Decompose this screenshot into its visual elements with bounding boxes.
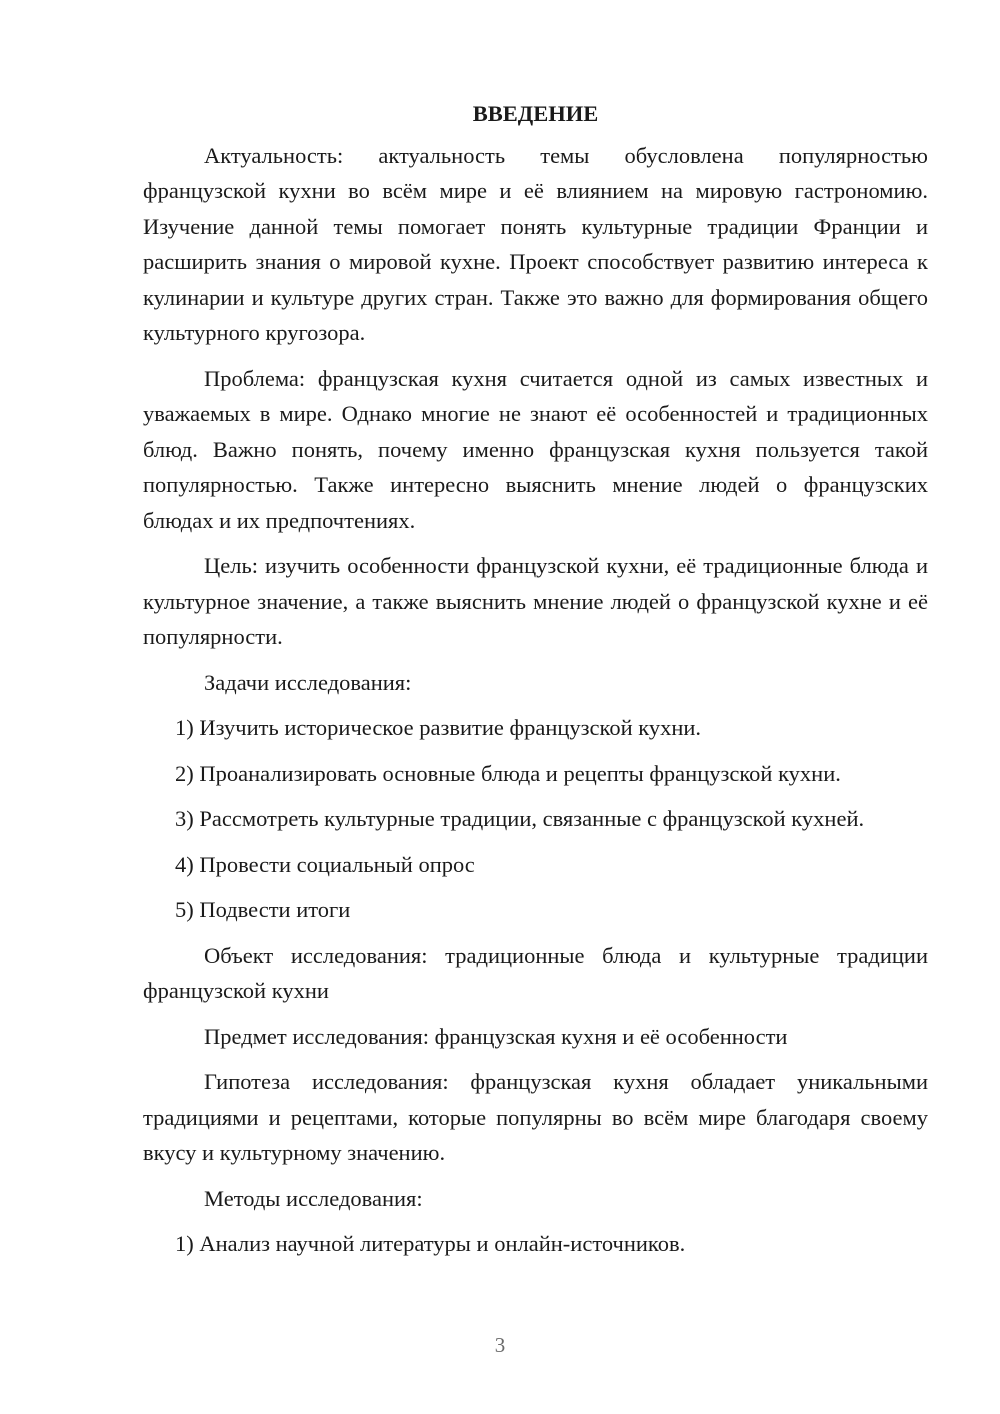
task-item: 3) Рассмотреть культурные традиции, связанные с французской кухней.	[175, 806, 865, 831]
methods-title: Методы исследования:	[204, 1185, 423, 1211]
section-heading: ВВЕДЕНИЕ	[472, 101, 599, 126]
page-number: 3	[494, 1333, 506, 1357]
tasks-title: Задачи исследования:	[204, 669, 412, 695]
method-item: 1) Анализ научной литературы и онлайн-источников.	[175, 1231, 686, 1256]
goal-paragraph: Цель: изучить особенности французской кухни, её традиционные блюда и культурное значение, а также выяснить мнение людей о французской кухне и её популярности.	[143, 553, 928, 649]
subject-paragraph: Предмет исследования: французская кухня и её особенности	[204, 1023, 788, 1049]
task-item: 5) Подвести итоги	[175, 897, 351, 922]
task-item: 2) Проанализировать основные блюда и рецепты французской кухни.	[175, 760, 841, 786]
relevance-paragraph: Актуальность: актуальность темы обусловлена популярностью французской кухни во всём мире и её влиянием на мировую гастрономию. Изучение данной темы помогает понять культурные традиции Франции и расширить знания о мировой кухне. Проект способствует развитию интереса к кулинарии и культуре других стран. Также это важно для формирования общего культурного кругозора.	[143, 142, 928, 345]
document-page	[143, 96, 928, 1262]
problem-paragraph: Проблема: французская кухня считается одной из самых известных и уважаемых в мире. Однако многие не знают её особенностей и традиционных блюд. Важно понять, почему именно французская кухня пользуется такой популярностью. Также интересно выяснить мнение людей о французских блюдах и их предпочтениях.	[143, 365, 928, 533]
object-paragraph: Объект исследования: традиционные блюда и культурные традиции французской кухни	[143, 942, 928, 1003]
hypothesis-paragraph: Гипотеза исследования: французская кухня обладает уникальными традициями и рецептами, которые популярны во всём мире благодаря своему вкусу и культурному значению.	[143, 1069, 928, 1165]
task-item: 1) Изучить историческое развитие французской кухни.	[175, 715, 702, 740]
task-item: 4) Провести социальный опрос	[175, 851, 475, 877]
